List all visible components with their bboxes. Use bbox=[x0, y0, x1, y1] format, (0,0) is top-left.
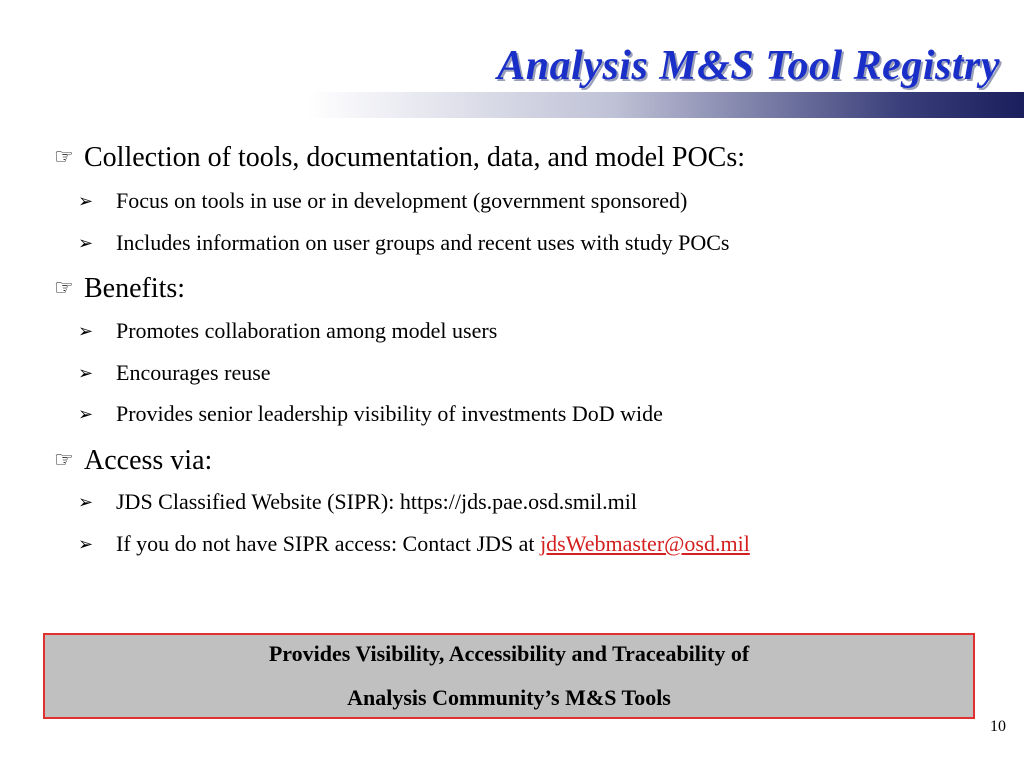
list-item: ➢ If you do not have SIPR access: Contact JDS at jdsWebmaster@osd.mil bbox=[78, 531, 750, 556]
page-number: 10 bbox=[990, 718, 1006, 735]
list-item: ➢ Focus on tools in use or in development (government sponsored) bbox=[78, 188, 688, 213]
callout-line: Analysis Community’s M&S Tools bbox=[347, 685, 671, 710]
list-item: ➢ JDS Classified Website (SIPR): https://jds.pae.osd.smil.mil bbox=[78, 489, 637, 514]
arrow-bullet-icon: ➢ bbox=[78, 233, 94, 253]
arrow-bullet-icon: ➢ bbox=[78, 363, 94, 383]
slide-title: Analysis M&S Tool Registry bbox=[497, 43, 1000, 89]
pointing-hand-icon: ☞ bbox=[54, 275, 74, 300]
arrow-bullet-icon: ➢ bbox=[78, 492, 94, 512]
section-heading: ☞ Collection of tools, documentation, data, and model POCs: bbox=[54, 142, 746, 173]
pointing-hand-icon: ☞ bbox=[54, 447, 74, 472]
arrow-bullet-icon: ➢ bbox=[78, 191, 94, 211]
arrow-bullet-icon: ➢ bbox=[78, 534, 94, 554]
pointing-hand-icon: ☞ bbox=[54, 144, 74, 169]
list-item: ➢ Encourages reuse bbox=[78, 360, 271, 385]
email-link[interactable]: jdsWebmaster@osd.mil bbox=[540, 531, 750, 556]
title-gradient-bar bbox=[0, 92, 1024, 118]
arrow-bullet-icon: ➢ bbox=[78, 404, 94, 424]
list-item: ➢ Provides senior leadership visibility of investments DoD wide bbox=[78, 401, 663, 426]
arrow-bullet-icon: ➢ bbox=[78, 321, 94, 341]
callout-line: Provides Visibility, Accessibility and Traceability of bbox=[268, 641, 750, 666]
list-item: ➢ Includes information on user groups and recent uses with study POCs bbox=[78, 230, 730, 255]
list-item: ➢ Promotes collaboration among model users bbox=[78, 318, 498, 343]
callout-box bbox=[43, 633, 975, 719]
section-heading: ☞ Access via: bbox=[54, 445, 213, 476]
section-heading: ☞ Benefits: bbox=[54, 273, 186, 304]
